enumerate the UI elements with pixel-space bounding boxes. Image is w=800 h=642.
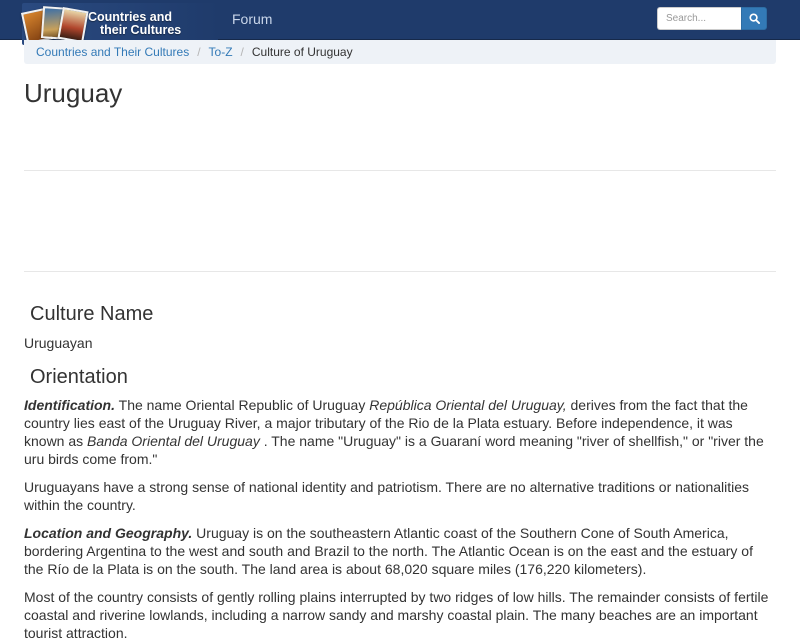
text-span: Uruguay is on the southeastern Atlantic coast of the Southern Cone of South America, bordering Argentina to the west and south and Brazil to the north. The Atlantic Ocean is on the east and the estuary of the Río de la Plata is on the south. The land area is about 68,020 square miles (176,220 kilometers).: [24, 525, 753, 577]
paragraph-identification: [24, 396, 776, 468]
logo-line-2: their Cultures: [100, 23, 182, 37]
breadcrumb-link-countries[interactable]: Countries and Their Cultures: [36, 45, 190, 59]
breadcrumb-current: Culture of Uruguay: [251, 45, 353, 59]
paragraph-terrain: Most of the country consists of gently rolling plains interrupted by two ridges of low hills. The remainder consists of fertile coastal and riverine lowlands, including a narrow sandy and marshy coastal plain. The many beaches are an important tourist attraction.: [24, 589, 769, 641]
paragraph-national-identity: Uruguayans have a strong sense of national identity and patriotism. There are no alternative traditions or nationalities within the country.: [24, 479, 750, 513]
logo-photos: [24, 5, 86, 43]
section-heading-culture-name: Culture Name: [30, 303, 154, 325]
italic-spanish-name: República Oriental del Uruguay,: [369, 397, 567, 413]
divider: [24, 271, 776, 272]
label-identification: Identification.: [24, 397, 115, 413]
breadcrumb-separator: /: [240, 45, 244, 59]
text-span: The name Oriental Republic of Uruguay: [115, 397, 370, 413]
italic-former-name: Banda Oriental del Uruguay: [87, 433, 260, 449]
text-span: derives from the fact that the country lies east of the Uruguay River, a major tributary of the Rio de la Plata estuary. Before independence, it was known as: [24, 397, 748, 449]
logo-line-1: Countries and: [88, 10, 173, 24]
article-content: [24, 300, 776, 642]
section-heading-orientation: Orientation: [30, 366, 128, 388]
search-input[interactable]: [657, 7, 741, 30]
label-location-geography: Location and Geography.: [24, 525, 193, 541]
search-button[interactable]: [741, 7, 767, 30]
page-title: Uruguay: [24, 78, 123, 108]
site-logo[interactable]: [22, 3, 218, 45]
breadcrumb-separator: /: [197, 45, 201, 59]
text-span: . The name "Uruguay" is a Guaraní word meaning "river of shellfish," or "river the uru birds come from.": [24, 433, 764, 467]
logo-photo-3: [57, 7, 88, 43]
breadcrumb-link-to-z[interactable]: To-Z: [208, 45, 233, 59]
logo-text: [88, 11, 181, 37]
nav-forum-link[interactable]: Forum: [232, 11, 273, 27]
top-navbar: [0, 0, 800, 40]
paragraph-location-geography: [24, 524, 776, 578]
culture-name-text: Uruguayan: [24, 335, 93, 351]
breadcrumb: [24, 40, 776, 64]
magnifier-icon: [749, 13, 760, 24]
divider: [24, 170, 776, 171]
